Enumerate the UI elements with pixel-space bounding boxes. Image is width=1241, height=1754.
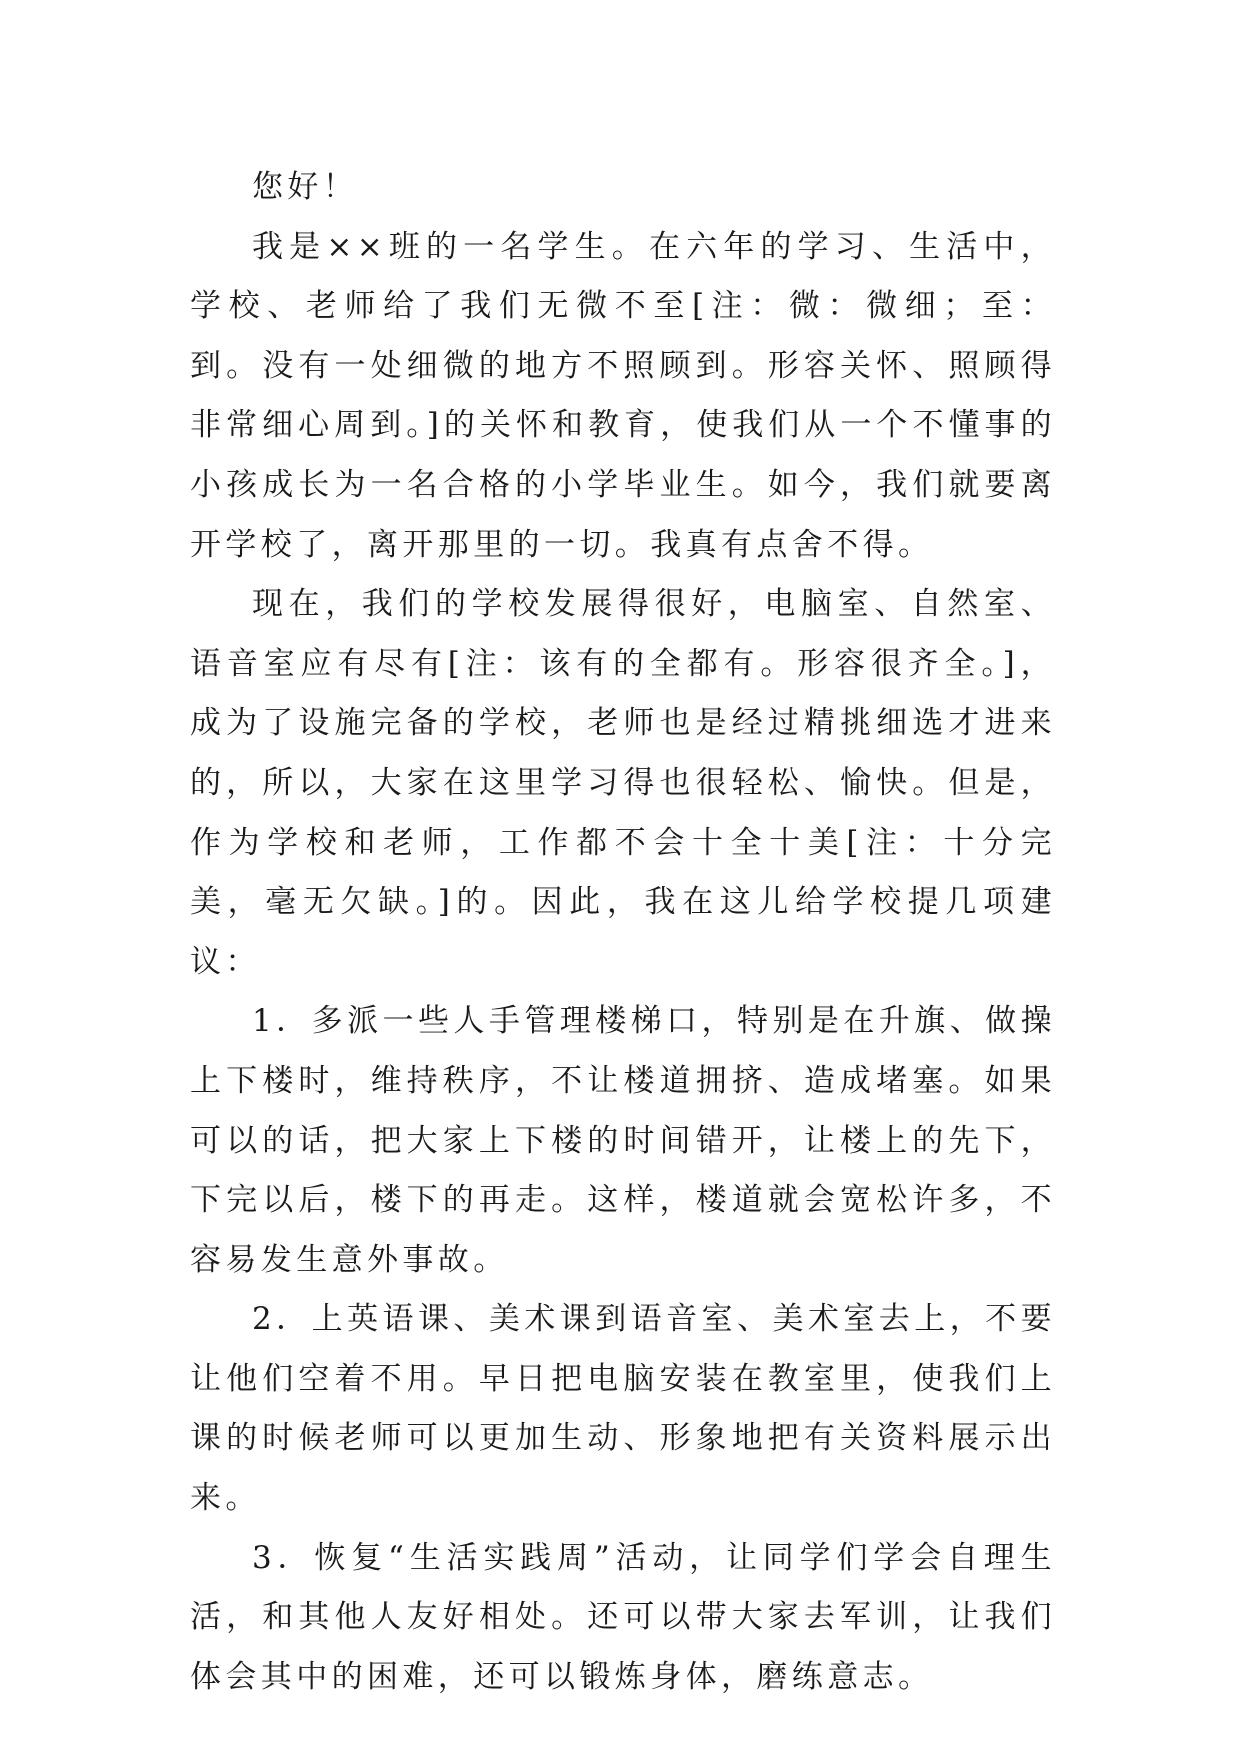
paragraph-school: 现在，我们的学校发展得很好，电脑室、自然室、语音室应有尽有[注：该有的全都有。形容很齐全。]，成为了设施完备的学校，老师也是经过精挑细选才进来的，所以，大家在这里学习得也很轻松、愉快。但是，作为学校和老师，工作都不会十全十美[注：十分完美，毫无欠缺。]的。因此，我在这儿给学校提几项建议： (190, 586, 1056, 980)
greeting: 您好！ (252, 169, 359, 205)
paragraph-intro: 我是××班的一名学生。在六年的学习、生活中，学校、老师给了我们无微不至[注：微：微细；至：到。没有一处细微的地方不照顾到。形容关怀、照顾得非常细心周到。]的关怀和教育，使我们从一个不懂事的小孩成长为一名合格的小学毕业生。如今，我们就要离开学校了，离开那里的一切。我真有点舍不得。 (190, 228, 1056, 563)
letter-body (190, 158, 1056, 1707)
suggestion-2: 2．上英语课、美术课到语音室、美术室去上，不要让他们空着不用。早日把电脑安装在教室里，使我们上课的时候老师可以更加生动、形象地把有关资料展示出来。 (190, 1301, 1056, 1517)
suggestion-1: 1．多派一些人手管理楼梯口，特别是在升旗、做操上下楼时，维持秩序，不让楼道拥挤、造成堵塞。如果可以的话，把大家上下楼的时间错开，让楼上的先下，下完以后，楼下的再走。这样，楼道就会宽松许多，不容易发生意外事故。 (190, 1003, 1056, 1278)
suggestion-3: 3．恢复“生活实践周”活动，让同学们学会自理生活，和其他人友好相处。还可以带大家去军训，让我们体会其中的困难，还可以锻炼身体，磨练意志。 (190, 1539, 1056, 1695)
